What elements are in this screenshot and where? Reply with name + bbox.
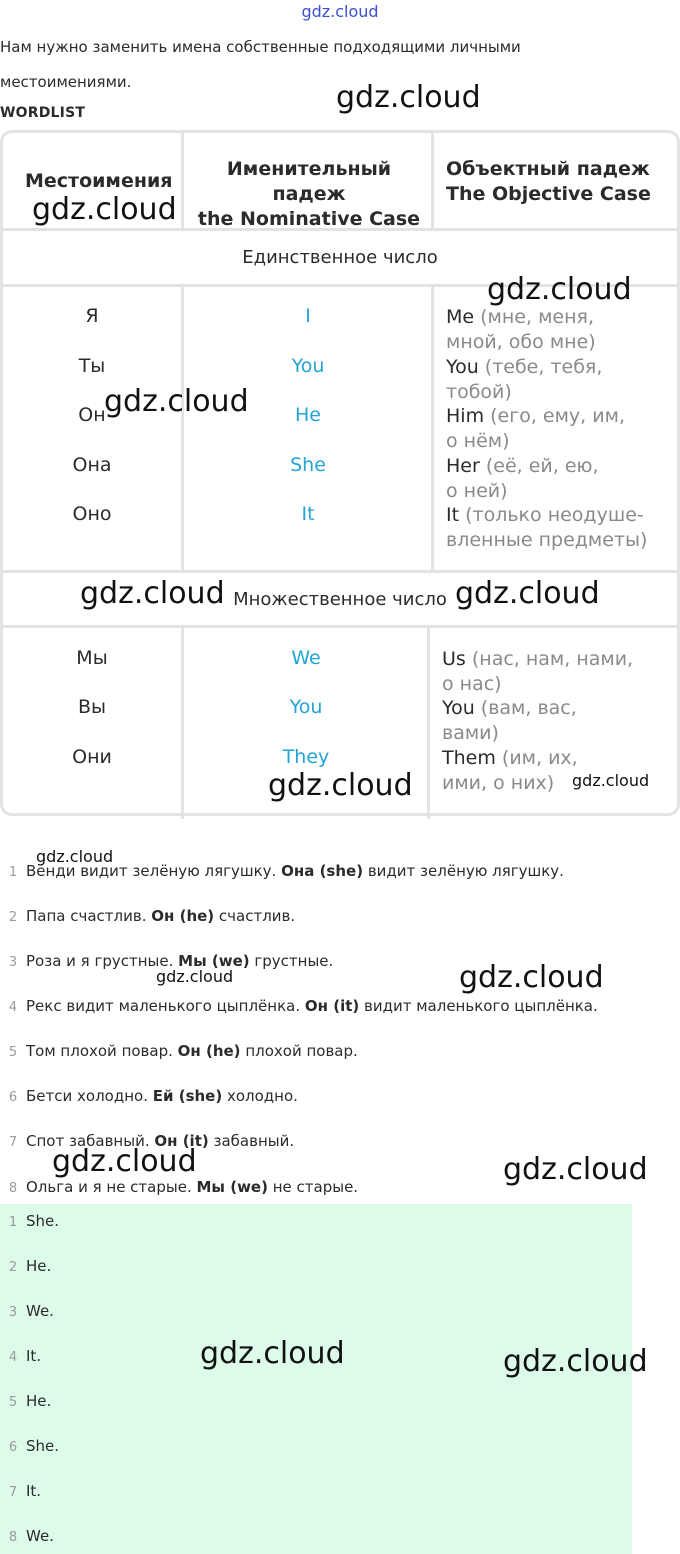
- task-answer: Он (he): [151, 907, 215, 925]
- watermark: gdz.cloud: [156, 967, 234, 986]
- task-number: 5: [8, 1045, 18, 1060]
- objective-word: You: [446, 356, 479, 378]
- watermark: gdz.cloud: [200, 1336, 345, 1371]
- cell-ru: Они: [72, 746, 112, 768]
- task-text: Бетси холодно.: [26, 1087, 153, 1105]
- answer-item: [0, 1392, 51, 1410]
- task-answer: Она (she): [281, 862, 364, 880]
- objective-translation: (вам, вас,: [480, 697, 577, 719]
- task-answer: Ей (she): [152, 1087, 223, 1105]
- answer-item: [0, 1347, 41, 1365]
- watermark: gdz.cloud: [336, 80, 481, 115]
- answer-number: 3: [8, 1305, 18, 1320]
- task-text: Спот забавный.: [26, 1132, 155, 1150]
- answer-number: 8: [8, 1530, 18, 1545]
- watermark: gdz.cloud: [459, 960, 604, 995]
- task-text: видит маленького цыплёнка.: [359, 997, 598, 1015]
- cell-nominative: We: [291, 647, 321, 669]
- objective-translation: вами): [442, 722, 499, 744]
- cell-ru: Я: [85, 305, 99, 327]
- answer-item: [0, 1257, 51, 1275]
- objective-word: Us: [442, 648, 466, 670]
- watermark: gdz.cloud: [52, 1144, 197, 1179]
- objective-translation: тобой): [446, 381, 512, 403]
- objective-translation: (им, их,: [501, 747, 578, 769]
- task-answer: Он (it): [154, 1132, 209, 1150]
- watermark: gdz.cloud: [487, 272, 632, 307]
- header-pronouns: Местоимения: [25, 170, 173, 192]
- task-text: Рекс видит маленького цыплёнка.: [26, 997, 305, 1015]
- site-label: gdz.cloud: [301, 2, 379, 21]
- objective-translation: о нём): [446, 430, 510, 452]
- task-text: грустные.: [249, 952, 334, 970]
- answer-number: 5: [8, 1395, 18, 1410]
- task-text: холодно.: [222, 1087, 298, 1105]
- task-item: [0, 997, 598, 1015]
- header-objective: [446, 157, 651, 207]
- answer-item: [0, 1482, 41, 1500]
- cell-ru: Он: [78, 404, 106, 426]
- task-item: [0, 1178, 358, 1196]
- section-singular: Единственное число: [242, 247, 438, 268]
- table-divider: [3, 625, 677, 628]
- task-number: 4: [8, 1000, 18, 1015]
- cell-ru: Она: [72, 454, 112, 476]
- cell-objective: [446, 305, 596, 355]
- section-plural: Множественное число: [233, 589, 447, 610]
- table-divider: [431, 133, 434, 228]
- task-text: забавный.: [208, 1132, 295, 1150]
- objective-translation: (мне, меня,: [480, 306, 594, 328]
- cell-objective: [446, 404, 625, 454]
- answer-item: [0, 1527, 54, 1545]
- task-answer: Мы (we): [178, 952, 250, 970]
- cell-objective: [442, 696, 577, 746]
- pronoun-table: [0, 130, 680, 816]
- objective-word: Them: [442, 747, 496, 769]
- watermark: gdz.cloud: [36, 847, 114, 866]
- objective-word: Her: [446, 455, 480, 477]
- objective-translation: (её, ей, ею,: [485, 455, 599, 477]
- task-text: плохой повар.: [240, 1042, 358, 1060]
- cell-nominative: You: [289, 696, 323, 718]
- cell-nominative: It: [301, 503, 315, 525]
- cell-nominative: You: [291, 355, 325, 377]
- watermark: gdz.cloud: [503, 1152, 648, 1187]
- cell-objective: [446, 503, 647, 553]
- task-number: 2: [8, 910, 18, 925]
- cell-nominative: He: [295, 404, 321, 426]
- answer-item: [0, 1437, 59, 1455]
- task-text: видит зелёную лягушку.: [363, 862, 564, 880]
- answer-text: She.: [26, 1212, 60, 1230]
- intro-text: Нам нужно заменить имена собственные подходящими личными местоимениями.: [0, 38, 521, 91]
- answer-number: 6: [8, 1440, 18, 1455]
- task-number: 3: [8, 955, 18, 970]
- watermark: gdz.cloud: [572, 771, 650, 790]
- cell-objective: [446, 454, 599, 504]
- objective-word: Me: [446, 306, 475, 328]
- header-objective-ru: Объектный падеж: [446, 158, 650, 180]
- cell-ru: Вы: [77, 696, 107, 718]
- objective-translation: мной, обо мне): [446, 331, 596, 353]
- task-item: [0, 907, 295, 925]
- task-text: счастлив.: [214, 907, 296, 925]
- task-text: Венди видит зелёную лягушку.: [26, 862, 282, 880]
- header-nominative-ru: Именительный падеж: [226, 158, 392, 205]
- task-number: 6: [8, 1090, 18, 1105]
- task-number: 7: [8, 1135, 18, 1150]
- objective-word: Him: [446, 405, 485, 427]
- watermark: gdz.cloud: [104, 384, 249, 419]
- watermark: gdz.cloud: [455, 576, 600, 611]
- answer-text: She.: [26, 1437, 60, 1455]
- watermark: gdz.cloud: [503, 1344, 648, 1379]
- cell-objective: [442, 746, 578, 796]
- task-text: Роза и я грустные.: [26, 952, 179, 970]
- objective-translation: о нас): [442, 673, 502, 695]
- objective-translation: вленные предметы): [446, 529, 648, 551]
- header-nominative: [191, 157, 427, 232]
- objective-word: You: [442, 697, 475, 719]
- table-divider: [181, 133, 184, 228]
- task-text: Папа счастлив.: [26, 907, 152, 925]
- answer-item: [0, 1302, 54, 1320]
- task-text: Ольга и я не старые.: [26, 1178, 197, 1196]
- task-text: не старые.: [267, 1178, 359, 1196]
- task-number: 8: [8, 1181, 18, 1196]
- watermark: gdz.cloud: [268, 768, 413, 803]
- answer-item: [0, 1212, 59, 1230]
- task-number: 1: [8, 865, 18, 880]
- objective-translation: (тебе, тебя,: [484, 356, 603, 378]
- answer-number: 2: [8, 1260, 18, 1275]
- watermark: gdz.cloud: [80, 576, 225, 611]
- objective-word: It: [446, 504, 460, 526]
- task-answer: Он (it): [304, 997, 360, 1015]
- answer-text: It.: [26, 1482, 42, 1500]
- cell-nominative: I: [305, 305, 311, 327]
- task-item: [0, 1087, 298, 1105]
- task-item: [0, 1042, 358, 1060]
- cell-objective: [446, 355, 602, 405]
- cell-nominative: They: [282, 746, 330, 768]
- answer-number: 1: [8, 1215, 18, 1230]
- table-divider: [3, 570, 677, 573]
- task-answer: Он (he): [177, 1042, 241, 1060]
- objective-translation: ими, о них): [442, 772, 555, 794]
- answer-number: 4: [8, 1350, 18, 1365]
- objective-translation: (нас, нам, нами,: [471, 648, 634, 670]
- answers-block: [0, 1204, 632, 1554]
- cell-objective: [442, 647, 633, 697]
- answer-text: We.: [26, 1527, 54, 1545]
- header-objective-en: The Objective Case: [446, 183, 651, 205]
- answer-number: 7: [8, 1485, 18, 1500]
- wordlist-title: WORDLIST: [0, 105, 86, 121]
- answer-text: He.: [26, 1257, 52, 1275]
- objective-translation: о ней): [446, 480, 508, 502]
- task-answer: Мы (we): [196, 1178, 268, 1196]
- header-nominative-en: the Nominative Case: [197, 208, 421, 230]
- cell-ru: Мы: [76, 647, 108, 669]
- watermark: gdz.cloud: [32, 192, 177, 227]
- answer-text: We.: [26, 1302, 54, 1320]
- answer-text: It.: [26, 1347, 42, 1365]
- cell-ru: Ты: [78, 355, 106, 377]
- cell-nominative: She: [290, 454, 326, 476]
- answer-text: He.: [26, 1392, 52, 1410]
- objective-translation: (только неодуше-: [465, 504, 644, 526]
- objective-translation: (его, ему, им,: [490, 405, 625, 427]
- task-text: Том плохой повар.: [26, 1042, 178, 1060]
- cell-ru: Оно: [72, 503, 112, 525]
